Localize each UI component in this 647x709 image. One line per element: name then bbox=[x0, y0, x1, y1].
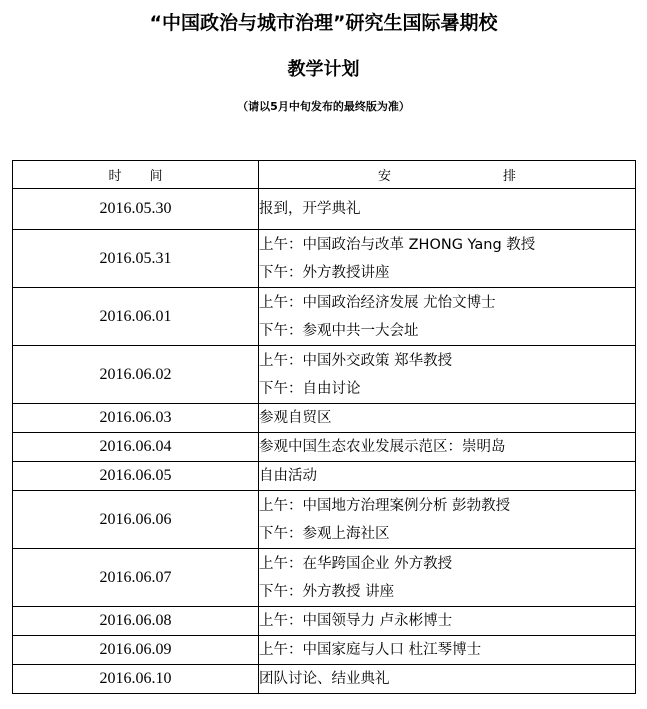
table-row bbox=[13, 607, 636, 636]
row-plan bbox=[259, 230, 636, 288]
document-title: “中国政治与城市治理”研究生国际暑期校 bbox=[149, 12, 498, 34]
row-plan bbox=[259, 346, 636, 404]
row-date: 2016.06.01 bbox=[13, 288, 259, 346]
plan-line: 下午：参观中共一大会址 bbox=[259, 322, 419, 339]
table-row bbox=[13, 189, 636, 230]
row-date: 2016.05.30 bbox=[13, 189, 259, 230]
header-plan-char-1: 安 bbox=[377, 169, 391, 184]
plan-line: 下午：外方教授讲座 bbox=[259, 264, 390, 281]
plan-line: 参观自贸区 bbox=[259, 410, 332, 426]
row-plan bbox=[259, 549, 636, 607]
row-date: 2016.06.09 bbox=[13, 636, 259, 665]
row-plan bbox=[259, 462, 636, 491]
table-row bbox=[13, 491, 636, 549]
header-time bbox=[13, 161, 259, 189]
table-row bbox=[13, 288, 636, 346]
table-row bbox=[13, 636, 636, 665]
plan-line: 参观中国生态农业发展示范区：崇明岛 bbox=[259, 439, 506, 455]
plan-line: 团队讨论、结业典礼 bbox=[259, 671, 390, 687]
schedule-body bbox=[13, 189, 636, 694]
plan-line: 上午：在华跨国企业 外方教授 bbox=[259, 555, 453, 572]
row-plan bbox=[259, 288, 636, 346]
plan-line: 下午：参观上海社区 bbox=[259, 525, 390, 542]
plan-line: 上午：中国政治经济发展 尤怡文博士 bbox=[259, 294, 496, 311]
document-subtitle: 教学计划 bbox=[287, 59, 360, 80]
table-row bbox=[13, 230, 636, 288]
table-row bbox=[13, 665, 636, 694]
row-date: 2016.06.05 bbox=[13, 462, 259, 491]
document-note: （请以5月中旬发布的最终版为准） bbox=[237, 100, 410, 113]
table-row bbox=[13, 346, 636, 404]
header-time-char-2: 间 bbox=[149, 169, 163, 184]
table-row bbox=[13, 549, 636, 607]
table-row bbox=[13, 462, 636, 491]
row-date: 2016.06.04 bbox=[13, 433, 259, 462]
row-date: 2016.05.31 bbox=[13, 230, 259, 288]
plan-line: 上午：中国领导力 卢永彬博士 bbox=[259, 613, 453, 629]
plan-line: 上午：中国外交政策 郑华教授 bbox=[259, 352, 453, 369]
row-date: 2016.06.08 bbox=[13, 607, 259, 636]
row-date: 2016.06.03 bbox=[13, 404, 259, 433]
row-plan bbox=[259, 607, 636, 636]
table-header-row bbox=[13, 161, 636, 189]
row-plan bbox=[259, 636, 636, 665]
row-date: 2016.06.06 bbox=[13, 491, 259, 549]
table-row bbox=[13, 433, 636, 462]
plan-line: 上午：中国政治与改革 ZHONG Yang 教授 bbox=[259, 236, 536, 253]
plan-line: 报到，开学典礼 bbox=[259, 201, 361, 217]
plan-line: 下午：外方教授 讲座 bbox=[259, 583, 395, 600]
row-plan bbox=[259, 189, 636, 230]
row-plan bbox=[259, 404, 636, 433]
row-date: 2016.06.10 bbox=[13, 665, 259, 694]
plan-line: 上午：中国地方治理案例分析 彭勃教授 bbox=[259, 497, 511, 514]
header-plan-char-2: 排 bbox=[503, 169, 517, 184]
row-date: 2016.06.07 bbox=[13, 549, 259, 607]
plan-line: 下午：自由讨论 bbox=[259, 380, 361, 397]
header-plan bbox=[259, 161, 636, 189]
row-plan bbox=[259, 491, 636, 549]
row-plan bbox=[259, 433, 636, 462]
schedule-table bbox=[12, 160, 636, 694]
plan-line: 上午：中国家庭与人口 杜江琴博士 bbox=[259, 642, 482, 658]
plan-line: 自由活动 bbox=[259, 468, 317, 484]
header-time-char-1: 时 bbox=[108, 169, 122, 184]
row-date: 2016.06.02 bbox=[13, 346, 259, 404]
table-row bbox=[13, 404, 636, 433]
row-plan bbox=[259, 665, 636, 694]
